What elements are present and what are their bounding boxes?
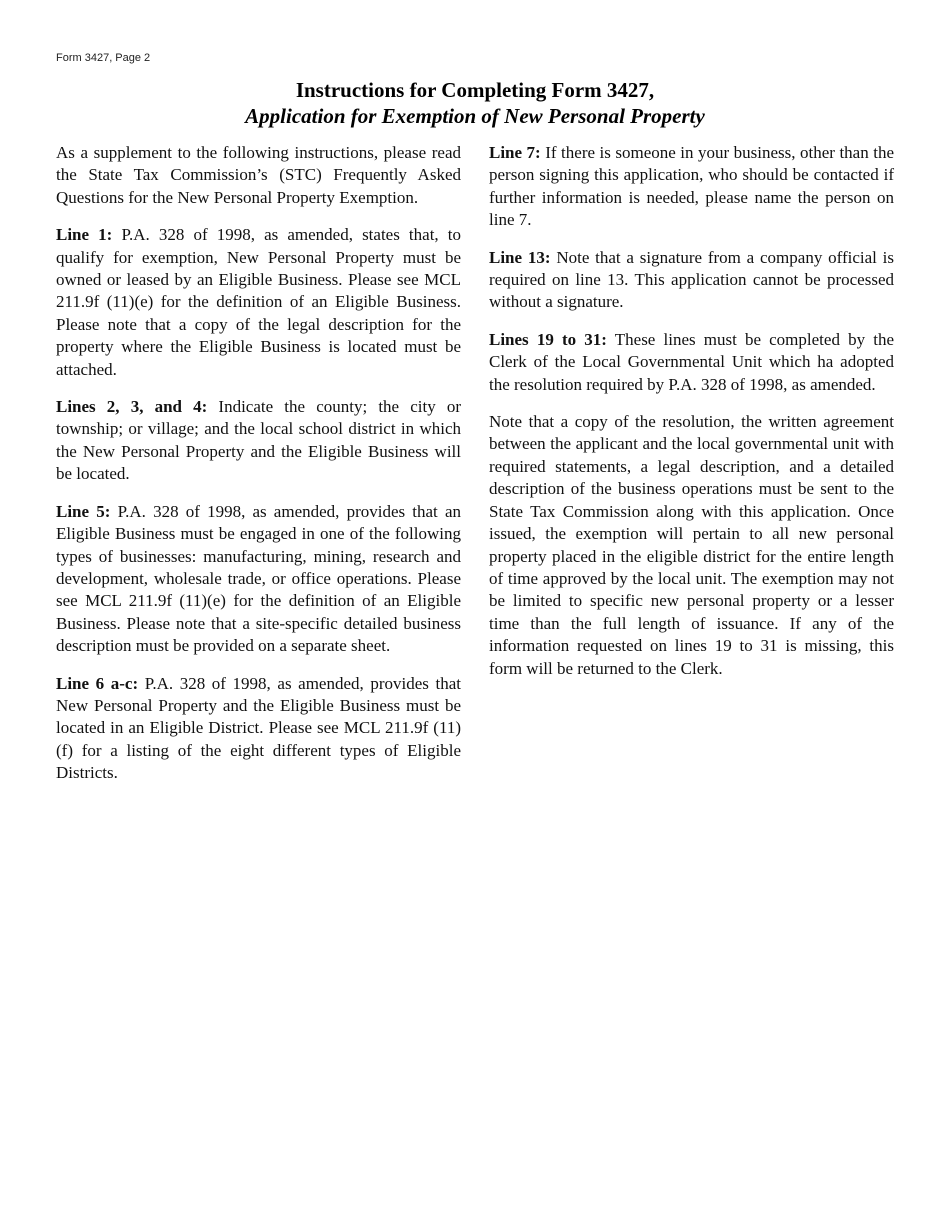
resolution-note-paragraph <box>489 411 894 680</box>
line-5-label: Line 5: <box>56 501 111 521</box>
line-7-text: If there is someone in your business, other than the person signing this application, who should be contacted if further information is needed, please name the person on line 7. <box>489 143 894 230</box>
right-column <box>489 142 894 695</box>
left-column <box>56 142 461 800</box>
page-title: Instructions for Completing Form 3427, <box>295 78 655 102</box>
lines-2-4-label: Lines 2, 3, and 4: <box>56 397 208 417</box>
intro-paragraph-text: As a supplement to the following instructions, please read the State Tax Commission’s (STC) Frequently Asked Questions for the New Personal Property Exemption. <box>56 143 461 207</box>
line-7-label: Line 7: <box>489 143 541 162</box>
lines-19-31-label: Lines 19 to 31: <box>489 329 607 349</box>
line-5-text: P.A. 328 of 1998, as amended, provides that an Eligible Business must be engaged in one of the following types of businesses: manufacturing, mining, research and development, wholesale trade, or office operations. Please see MCL 211.9f (11)(e) for the definition of an Eligible Business. Please note that a site-specific detailed business description must be provided on a separate sheet. <box>56 501 461 656</box>
lines-19-31-text: These lines must be completed by the Clerk of the Local Governmental Unit which ha adopted the resolution required by P.A. 328 of 1998, as amended. <box>489 329 894 394</box>
line-1-label: Line 1: <box>56 225 113 245</box>
intro-paragraph <box>56 142 461 209</box>
line-6-paragraph <box>56 673 461 785</box>
resolution-note-text: Note that a copy of the resolution, the written agreement between the applicant and the local governmental unit with required statements, a legal description, and a detailed description of the business operations must be sent to the State Tax Commission along with this application. Once issued, the exemption will pertain to all new personal property placed in the eligible district for the entire length of time approved by the local unit. The exemption may not be limited to specific new personal property or a lesser time than the full length of issuance. If any of the information requested on lines 19 to 31 is missing, this form will be returned to the Clerk. <box>489 412 894 678</box>
line-1-paragraph <box>56 224 461 381</box>
lines-2-4-paragraph <box>56 396 461 486</box>
line-13-paragraph <box>489 247 894 314</box>
line-1-text: P.A. 328 of 1998, as amended, states that, to qualify for exemption, New Personal Property must be owned or leased by an Eligible Business. Please see MCL 211.9f (11)(e) for the definition of an Eligible Business. Please note that a copy of the legal description for the property where the Eligible Business is located must be attached. <box>56 225 461 379</box>
line-13-label: Line 13: <box>489 247 551 267</box>
lines-2-4-text: Indicate the county; the city or township; or village; and the local school district in which the New Personal Property and the Eligible Business will be located. <box>56 397 462 484</box>
line-6-label: Line 6 a-c: <box>56 673 139 693</box>
page-label: Form 3427, Page 2 <box>56 52 151 64</box>
title-block <box>0 77 950 129</box>
line-6-text: P.A. 328 of 1998, as amended, provides that New Personal Property and the Eligible Business must be located in an Eligible District. Please see MCL 211.9f (11)(f) for a listing of the eight different types of Eligible Districts. <box>56 673 462 783</box>
line-7-paragraph <box>489 142 894 232</box>
line-13-text: Note that a signature from a company official is required on line 13. This application cannot be processed without a signature. <box>489 247 895 312</box>
line-5-paragraph <box>56 501 461 658</box>
lines-19-31-paragraph <box>489 329 894 396</box>
page-subtitle: Application for Exemption of New Personal Property <box>245 104 705 128</box>
